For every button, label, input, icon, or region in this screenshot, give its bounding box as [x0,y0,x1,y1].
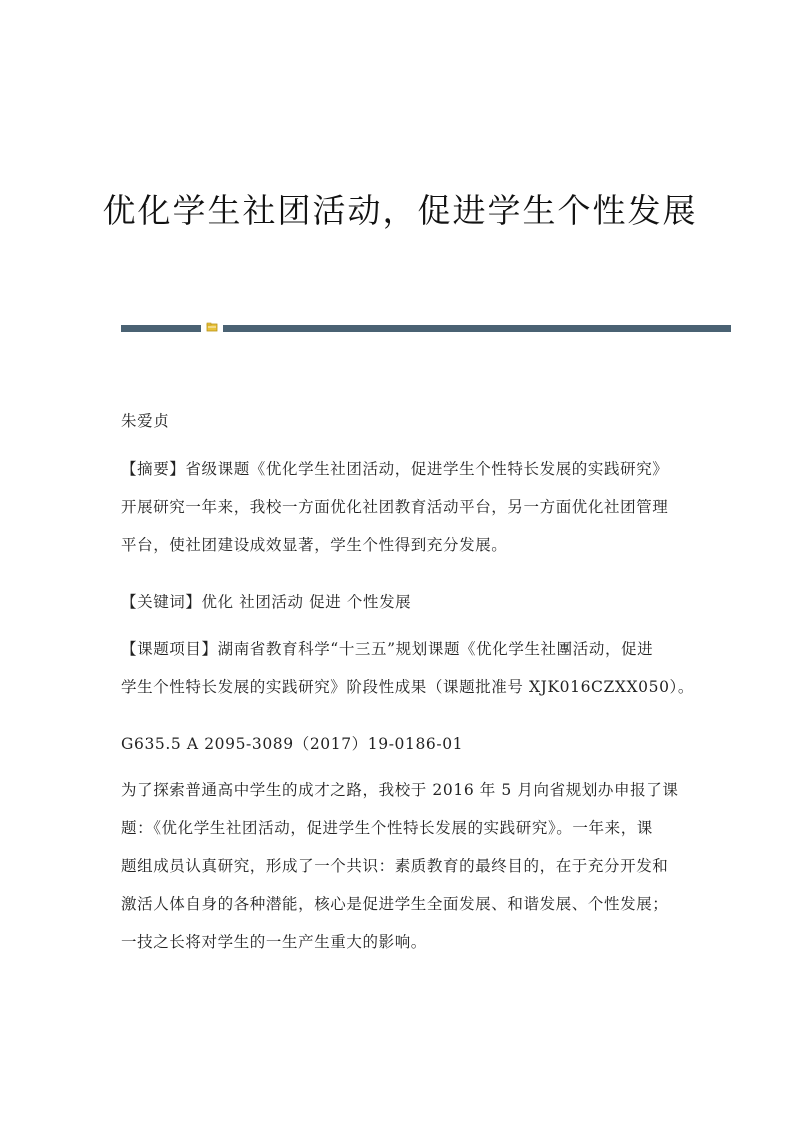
project-line: 【课题项目】湖南省教育科学“十三五”规划课题《优化学生社團活动，促进 [121,640,654,658]
project-line: 学生个性特长发展的实践研究》阶段性成果（课题批准号 XJK016CZXX050）。 [121,678,694,696]
author-block [121,402,681,440]
body-line: 激活人体自身的各种潜能，核心是促进学生全面发展、和谐发展、个性发展； [121,895,669,913]
folder-icon [206,321,218,333]
page-title: 优化学生社团活动，促进学生个性发展 [102,191,698,230]
abstract-line: 【摘要】省级课题《优化学生社团活动，促进学生个性特长发展的实践研究》 [121,460,669,478]
title-divider [121,325,731,333]
body-line: 为了探索普通高中学生的成才之路，我校于 2016 年 5 月向省规划办申报了课 [121,781,679,799]
body-paragraph [121,771,681,961]
body-line: 题：《优化学生社团活动，促进学生个性特长发展的实践研究》。一年来，课 [121,819,653,837]
classification-line: G635.5 A 2095-3089（2017）19-0186-01 [121,735,464,753]
classification-block [121,725,681,763]
abstract-line: 平台，使社团建设成效显著，学生个性得到充分发展。 [121,536,508,554]
abstract-line: 开展研究一年来，我校一方面优化社团教育活动平台，另一方面优化社团管理 [121,498,669,516]
abstract-block [121,450,681,564]
divider-bar-left [121,325,201,332]
project-block [121,630,694,706]
keywords-block [121,583,681,621]
body-line: 题组成员认真研究，形成了一个共识：素质教育的最终目的，在于充分开发和 [121,857,669,875]
body-line: 一技之长将对学生的一生产生重大的影响。 [121,933,427,951]
divider-bar-right [223,325,731,332]
author-name: 朱爱贞 [121,412,170,430]
keywords-line: 【关键词】优化 社团活动 促进 个性发展 [121,593,412,611]
